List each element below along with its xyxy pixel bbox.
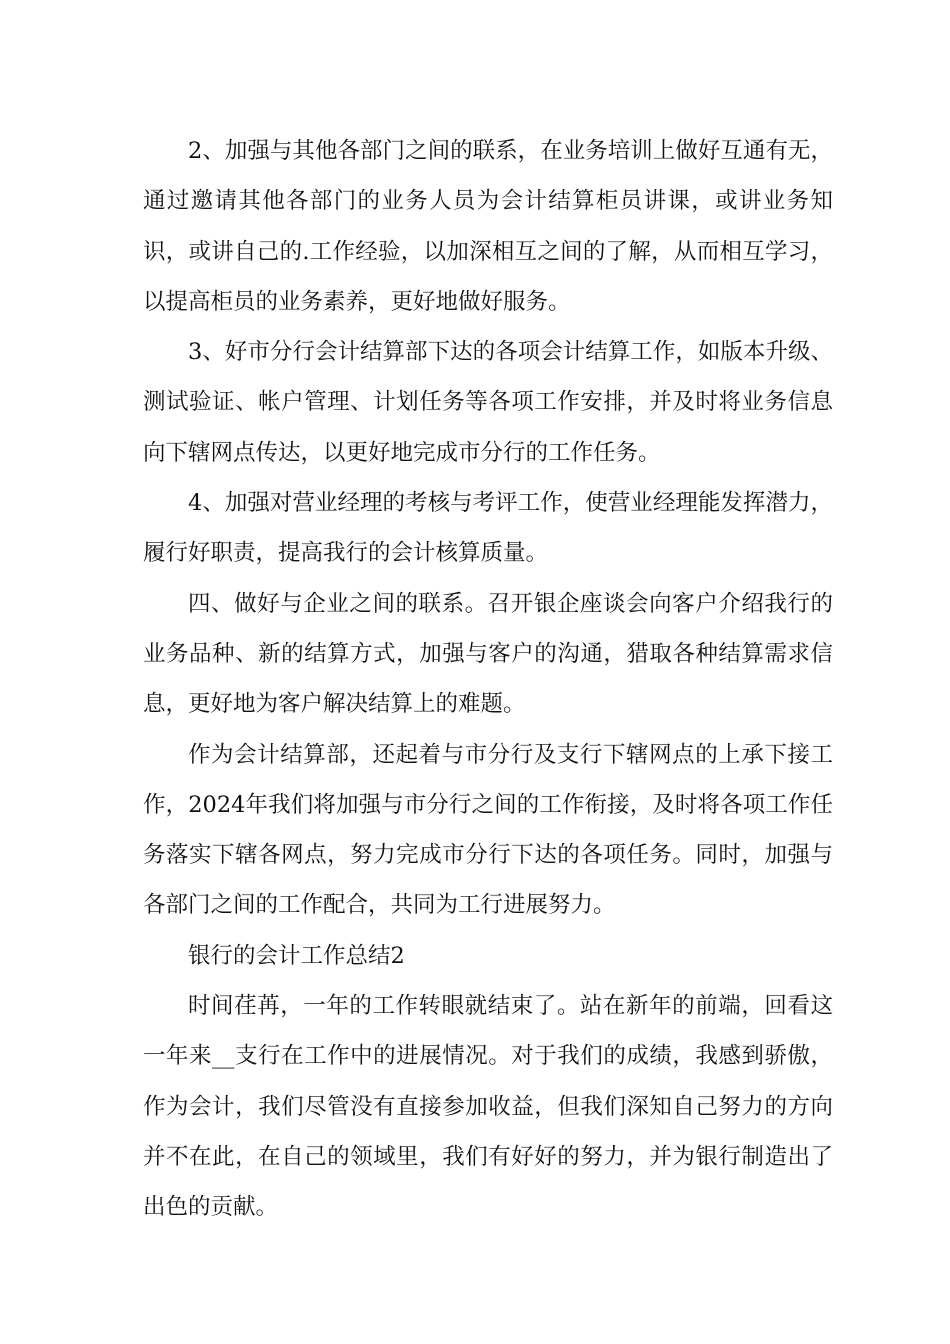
document-body	[143, 126, 833, 1233]
paragraph-summary: 作为会计结算部，还起着与市分行及支行下辖网点的上承下接工作，2024年我们将加强与市分行之间的工作衔接，及时将各项工作任务落实下辖各网点，努力完成市分行下达的各项任务。同时，加强与各部门之间的工作配合，共同为工行进展努力。	[143, 741, 833, 919]
paragraph-item-3: 3、好市分行会计结算部下达的各项会计结算工作，如版本升级、测试验证、帐户管理、计划任务等各项工作安排，并及时将业务信息向下辖网点传达，以更好地完成市分行的工作任务。	[143, 339, 833, 466]
section-heading: 银行的会计工作总结2	[188, 942, 405, 969]
paragraph-item-2: 2、加强与其他各部门之间的联系，在业务培训上做好互通有无，通过邀请其他各部门的业务人员为会计结算柜员讲课，或讲业务知识，或讲自己的.工作经验，以加深相互之间的了解，从而相互学习，以提高柜员的业务素养，更好地做好服务。	[143, 138, 833, 315]
paragraph-intro: 时间荏苒，一年的工作转眼就结束了。站在新年的前端，回看这一年来__支行在工作中的进展情况。对于我们的成绩，我感到骄傲，作为会计，我们尽管没有直接参加收益，但我们深知自己努力的方向并不在此，在自己的领域里，我们有好好的努力，并为银行制造出了出色的贡献。	[143, 993, 833, 1221]
paragraph-section-4: 四、做好与企业之间的联系。召开银企座谈会向客户介绍我行的业务品种、新的结算方式，加强与客户的沟通，猎取各种结算需求信息，更好地为客户解决结算上的难题。	[143, 590, 833, 718]
paragraph-item-4: 4、加强对营业经理的考核与考评工作，使营业经理能发挥潜力，履行好职责，提高我行的会计核算质量。	[143, 490, 833, 567]
